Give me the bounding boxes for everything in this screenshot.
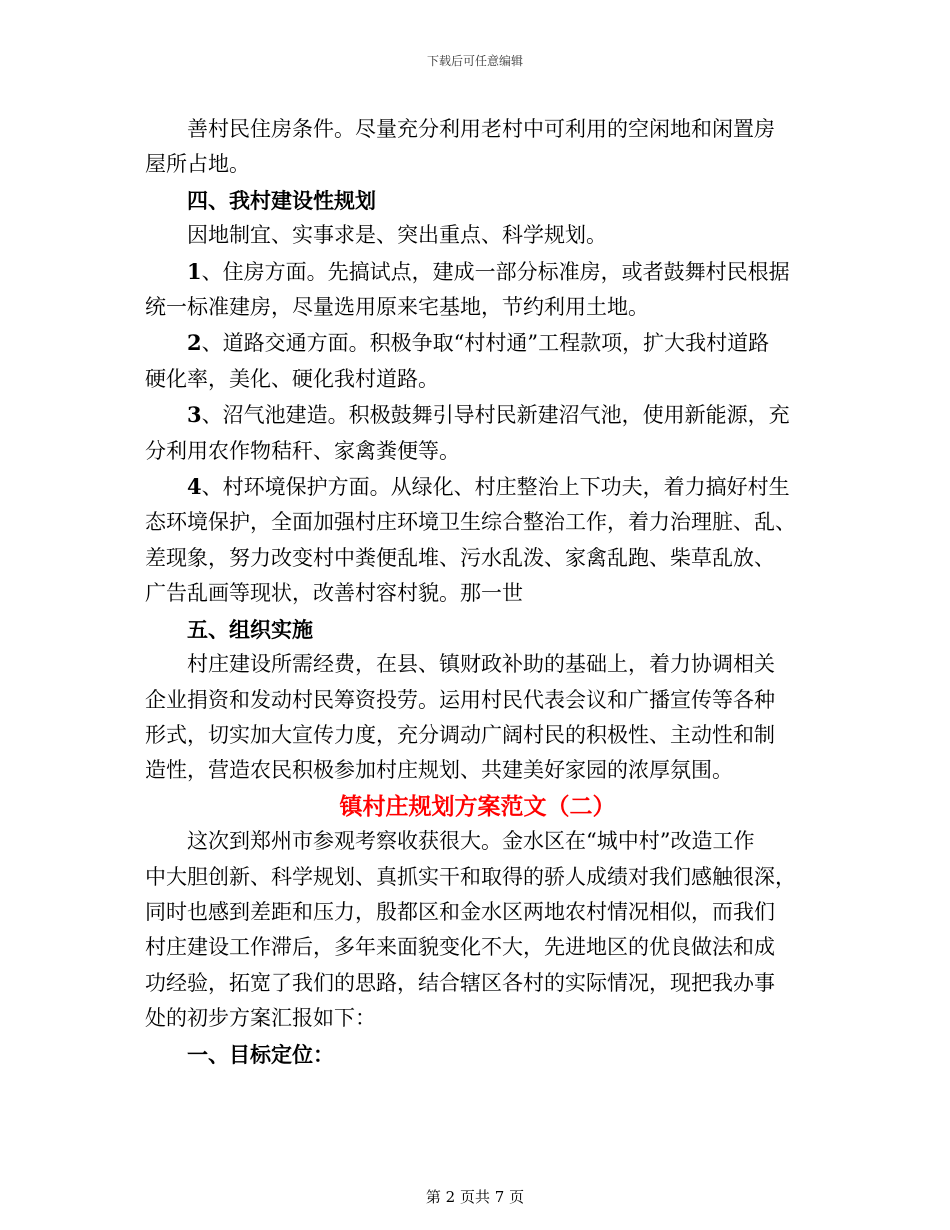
section-heading-4: 四、我村建设性规划 <box>187 187 376 213</box>
paragraph-line: 硬化率，美化、硬化我村道路。 <box>145 366 439 391</box>
paragraph-line: 村庄建设工作滞后，多年来面貌变化不大，先进地区的优良做法和成 <box>145 935 775 960</box>
item-number: 4 <box>187 474 202 500</box>
page-header: 下载后可任意编辑 <box>426 54 523 68</box>
list-item-3 <box>145 397 810 433</box>
item-text: 、村环境保护方面。从绿化、村庄整治上下功夫，着力搞好村生 <box>201 475 790 500</box>
page-footer: 第 2 页共 7 页 <box>425 1188 525 1206</box>
list-item-4 <box>145 469 810 505</box>
paragraph-line: 中大胆创新、科学规划、真抓实干和取得的骄人成绩对我们感触很深， <box>145 864 796 889</box>
paragraph-line: 因地制宜、实事求是、突出重点、科学规划。 <box>187 223 607 248</box>
section-heading-1: 一、目标定位： <box>187 1041 334 1067</box>
paragraph-line: 统一标准建房，尽量选用原来宅基地，节约利用土地。 <box>145 295 649 320</box>
item-text: 、住房方面。先搞试点，建成一部分标准房，或者鼓舞村民根据 <box>201 259 790 284</box>
document-body <box>145 112 810 1072</box>
paragraph-line: 分利用农作物秸秆、家禽粪便等。 <box>145 438 460 463</box>
paragraph-line: 功经验，拓宽了我们的思路，结合辖区各村的实际情况，现把我办事 <box>145 970 775 995</box>
item-number: 3 <box>187 402 202 428</box>
paragraph-line: 造性，营造农民积极参加村庄规划、共建美好家园的浓厚氛围。 <box>145 758 733 783</box>
paragraph-line: 村庄建设所需经费，在县、镇财政补助的基础上，着力协调相关 <box>187 652 775 677</box>
paragraph-line: 屋所占地。 <box>145 152 250 177</box>
paragraph-line: 善村民住房条件。尽量充分利用老村中可利用的空闲地和闲置房 <box>187 117 775 141</box>
item-number: 1 <box>187 258 202 284</box>
list-item-2 <box>145 325 810 361</box>
paragraph-line: 形式，切实加大宣传力度，充分调动广阔村民的积极性、主动性和制 <box>145 722 775 747</box>
paragraph-line: 差现象，努力改变村中粪便乱堆、污水乱泼、家禽乱跑、柴草乱放、 <box>145 545 775 570</box>
item-text: 、沼气池建造。积极鼓舞引导村民新建沼气池，使用新能源，充 <box>201 403 790 428</box>
paragraph-line: 企业捐资和发动村民筹资投劳。运用村民代表会议和广播宣传等各种 <box>145 687 775 712</box>
paragraph-line: 态环境保护，全面加强村庄环境卫生综合整治工作，着力治理脏、乱、 <box>145 510 796 535</box>
section-heading-5: 五、组织实施 <box>187 616 313 642</box>
document-title: 镇村庄规划方案范文（二） <box>339 792 616 820</box>
paragraph-line: 处的初步方案汇报如下： <box>145 1006 376 1031</box>
item-text: 、道路交通方面。积极争取“村村通”工程款项，扩大我村道路 <box>201 331 770 356</box>
item-number: 2 <box>187 330 202 356</box>
paragraph-line: 广告乱画等现状，改善村容村貌。那一世 <box>145 581 523 606</box>
paragraph-line: 这次到郑州市参观考察收获很大。金水区在“城中村”改造工作 <box>187 829 755 854</box>
paragraph-line: 同时也感到差距和压力，殷都区和金水区两地农村情况相似，而我们 <box>145 899 775 924</box>
list-item-1 <box>145 254 810 290</box>
